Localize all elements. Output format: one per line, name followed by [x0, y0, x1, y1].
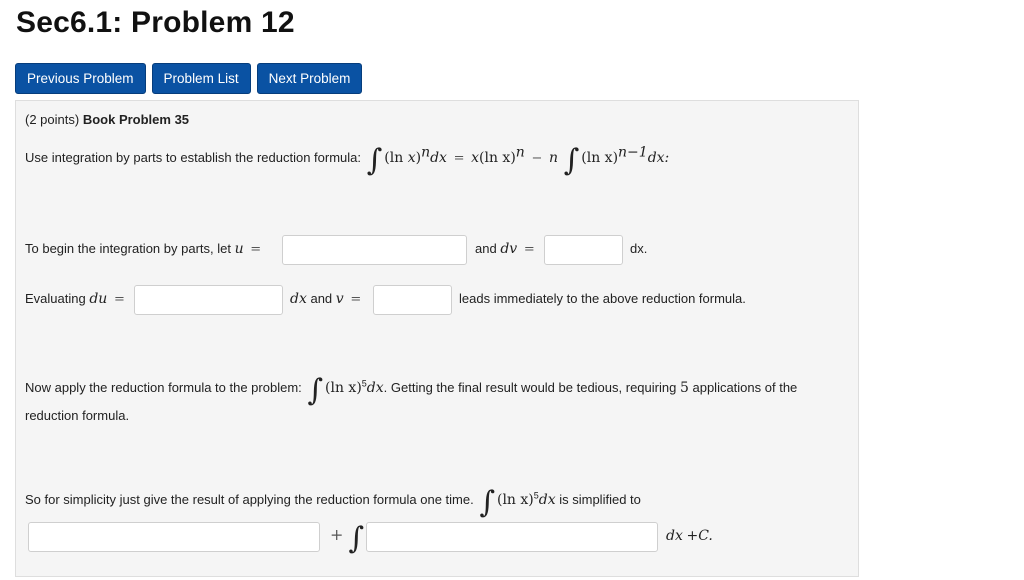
previous-problem-button[interactable]: Previous Problem	[15, 63, 146, 94]
apply-text: Now apply the reduction formula to the problem: ∫ (ln x)$^5$dx. Getting the final result would be tedious, requiring 5 applications of the	[25, 373, 798, 408]
v-input[interactable]	[373, 285, 452, 315]
dx-suffix: dx.	[630, 241, 648, 256]
page-title: Sec6.1: Problem 12	[16, 6, 295, 39]
points-label: (2 points)	[25, 112, 80, 127]
equals-sign: =	[453, 151, 465, 166]
integrand-input[interactable]	[366, 522, 658, 552]
plus-integral: + ∫	[330, 521, 365, 556]
minus-sign: −	[531, 151, 543, 166]
next-problem-button[interactable]: Next Problem	[257, 63, 363, 94]
formula-nm1: n−1	[618, 144, 648, 161]
integral-sign: ∫	[366, 143, 383, 178]
step2-text: Evaluating du =	[25, 291, 125, 307]
formula-line	[25, 143, 669, 178]
formula-n: n	[515, 144, 525, 161]
integral-sign-3: ∫	[307, 373, 324, 408]
formula-n-coef: n	[548, 150, 558, 166]
problem-nav	[15, 63, 362, 94]
problem-panel	[15, 100, 859, 577]
formula-x: x	[471, 150, 480, 166]
problem-list-button[interactable]: Problem List	[152, 63, 251, 94]
dx-and-v-text: dx and v =	[290, 291, 362, 307]
u-input[interactable]	[282, 235, 467, 265]
formula-lnx-2: (ln x)	[581, 150, 619, 166]
simple-text: So for simplicity just give the result of applying the reduction formula one time. ∫ (ln x)$^5$dx is simplified to	[25, 485, 641, 520]
dv-input[interactable]	[544, 235, 623, 265]
formula-lhs: (ln x)$^n$dx	[384, 144, 447, 166]
final-suffix: dx +C.	[666, 528, 713, 544]
apply-text-line2: reduction formula.	[25, 408, 130, 423]
integral-sign-4: ∫	[479, 485, 495, 520]
integral-sign-2: ∫	[563, 143, 580, 178]
formula-lnx: (ln x)	[479, 150, 516, 166]
intro-text: Use integration by parts to establish the reduction formula:	[25, 150, 362, 165]
integral-sign-5: ∫	[348, 521, 365, 556]
du-input[interactable]	[134, 285, 283, 315]
problem-header	[25, 112, 189, 127]
step2-suffix: leads immediately to the above reduction formula.	[459, 291, 746, 306]
result-term-input[interactable]	[28, 522, 320, 552]
step1-text: To begin the integration by parts, let u =	[25, 241, 262, 257]
book-problem-label: Book Problem 35	[82, 112, 190, 127]
formula-dx-end: dx:	[647, 150, 670, 166]
and-dv-text: and dv =	[475, 241, 535, 257]
